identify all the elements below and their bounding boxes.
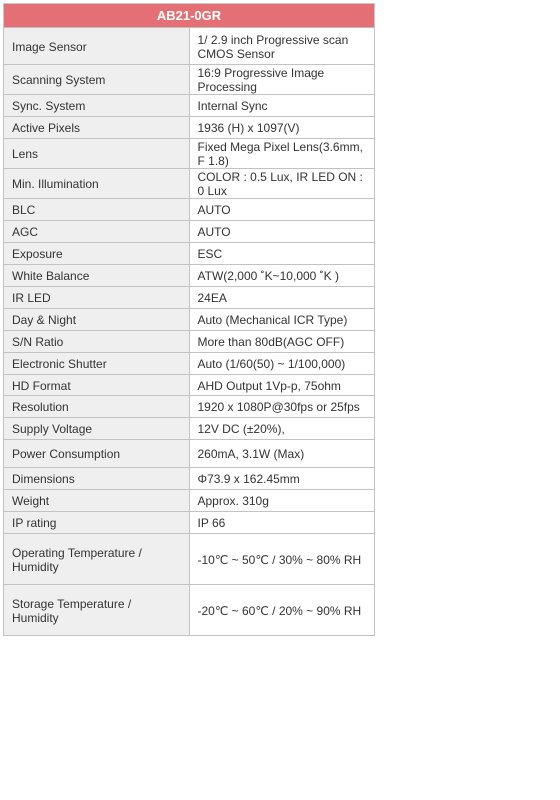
table-row (4, 169, 375, 199)
spec-label: Image Sensor (4, 28, 190, 65)
spec-value: ESC (189, 243, 375, 265)
spec-value: 1936 (H) x 1097(V) (189, 117, 375, 139)
spec-value: ATW(2,000 ˚K~10,000 ˚K ) (189, 265, 375, 287)
table-row (4, 353, 375, 375)
spec-value: -10℃ ~ 50℃ / 30% ~ 80% RH (189, 534, 375, 585)
spec-value: 260mA, 3.1W (Max) (189, 440, 375, 468)
spec-label: Sync. System (4, 95, 190, 117)
spec-label: Dimensions (4, 468, 190, 490)
table-row (4, 490, 375, 512)
spec-value: 12V DC (±20%), (189, 418, 375, 440)
spec-label: S/N Ratio (4, 331, 190, 353)
table-row (4, 331, 375, 353)
spec-label: Resolution (4, 396, 190, 418)
table-row (4, 199, 375, 221)
spec-label: Min. Illumination (4, 169, 190, 199)
spec-value: 24EA (189, 287, 375, 309)
table-row (4, 139, 375, 169)
table-row (4, 585, 375, 636)
table-row (4, 221, 375, 243)
table-row (4, 117, 375, 139)
spec-label: Active Pixels (4, 117, 190, 139)
spec-label: Day & Night (4, 309, 190, 331)
model-title: AB21-0GR (4, 4, 375, 28)
spec-label: White Balance (4, 265, 190, 287)
spec-label: Scanning System (4, 65, 190, 95)
spec-value: Auto (Mechanical ICR Type) (189, 309, 375, 331)
table-row (4, 95, 375, 117)
table-row (4, 468, 375, 490)
spec-value: -20℃ ~ 60℃ / 20% ~ 90% RH (189, 585, 375, 636)
spec-label: IR LED (4, 287, 190, 309)
spec-value: COLOR : 0.5 Lux, IR LED ON : 0 Lux (189, 169, 375, 199)
spec-value: 1/ 2.9 inch Progressive scan CMOS Sensor (189, 28, 375, 65)
spec-value: IP 66 (189, 512, 375, 534)
spec-value: Internal Sync (189, 95, 375, 117)
spec-value: AUTO (189, 199, 375, 221)
table-row (4, 418, 375, 440)
spec-table (3, 3, 375, 636)
spec-label: Power Consumption (4, 440, 190, 468)
spec-label: AGC (4, 221, 190, 243)
table-row (4, 28, 375, 65)
spec-value: AUTO (189, 221, 375, 243)
spec-value: Auto (1/60(50) ~ 1/100,000) (189, 353, 375, 375)
table-row (4, 440, 375, 468)
spec-label: Electronic Shutter (4, 353, 190, 375)
table-row (4, 512, 375, 534)
spec-value: Approx. 310g (189, 490, 375, 512)
spec-label: Storage Temperature / Humidity (4, 585, 190, 636)
spec-value: More than 80dB(AGC OFF) (189, 331, 375, 353)
table-row (4, 309, 375, 331)
table-row (4, 534, 375, 585)
table-row (4, 287, 375, 309)
spec-label: Supply Voltage (4, 418, 190, 440)
spec-label: IP rating (4, 512, 190, 534)
spec-label: HD Format (4, 375, 190, 396)
spec-label: Exposure (4, 243, 190, 265)
table-row (4, 243, 375, 265)
spec-label: Operating Temperature / Humidity (4, 534, 190, 585)
spec-value: 16:9 Progressive Image Processing (189, 65, 375, 95)
table-header-row (4, 4, 375, 28)
spec-value: Φ73.9 x 162.45mm (189, 468, 375, 490)
spec-value: 1920 x 1080P@30fps or 25fps (189, 396, 375, 418)
spec-label: Lens (4, 139, 190, 169)
spec-value: Fixed Mega Pixel Lens(3.6mm, F 1.8) (189, 139, 375, 169)
table-row (4, 65, 375, 95)
table-row (4, 375, 375, 396)
table-row (4, 396, 375, 418)
spec-label: Weight (4, 490, 190, 512)
spec-value: AHD Output 1Vp-p, 75ohm (189, 375, 375, 396)
table-row (4, 265, 375, 287)
spec-label: BLC (4, 199, 190, 221)
